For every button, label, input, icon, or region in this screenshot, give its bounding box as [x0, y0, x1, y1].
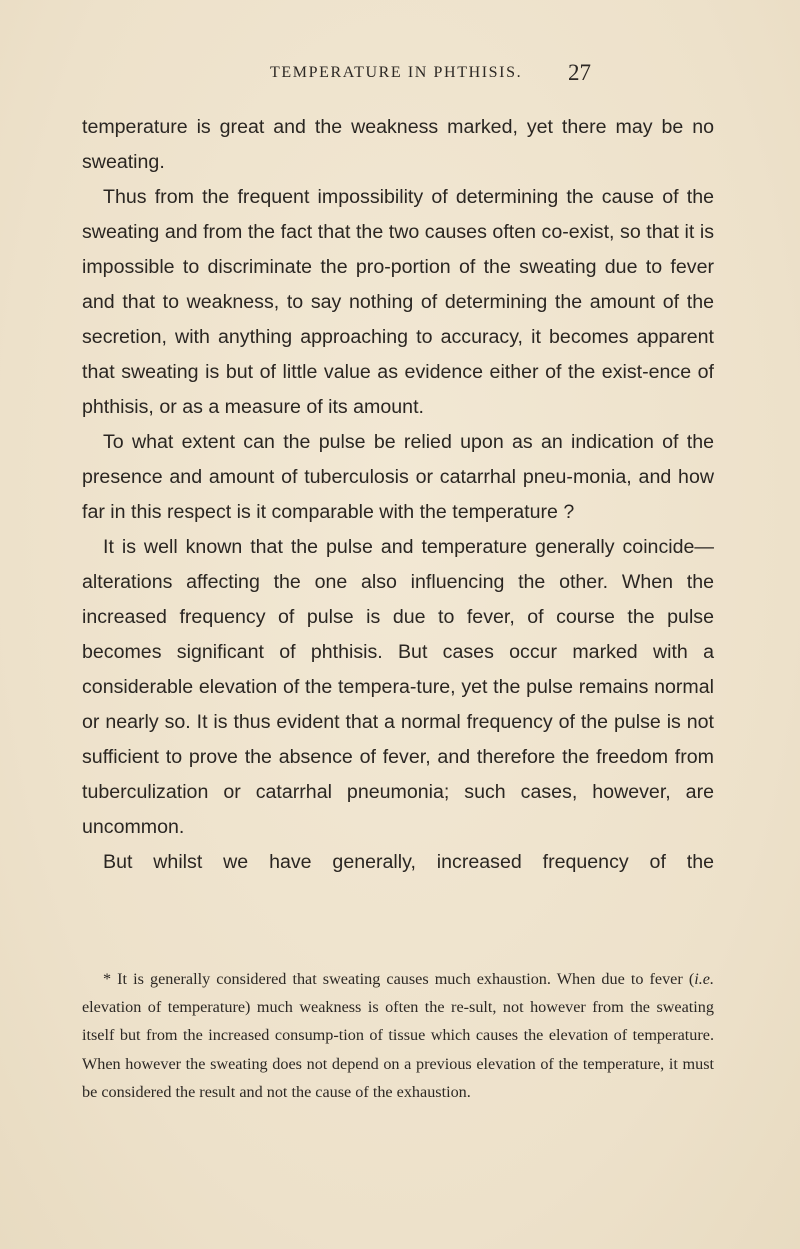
paragraph-pulse-temperature: It is well known that the pulse and temperature generally coincide—alterations affecting the one also influencing the other. When the increased frequency of pulse is due to fever, of course the pulse becomes significant of phthisis. But cases occur marked with a considerable elevation of the tempera-ture, yet the pulse remains normal or nearly so. It is thus evident that a normal frequency of the pulse is not sufficient to prove the absence of fever, and therefore the freedom from tuberculization or catarrhal pneumonia; such cases, however, are uncommon.	[82, 536, 714, 838]
page-number: 27	[568, 60, 591, 85]
running-title: TEMPERATURE IN PHTHISIS.	[270, 64, 523, 81]
footnote-text	[82, 965, 714, 1106]
footnote-part-1: * It is generally considered that sweating causes much exhaustion. When due to fever (	[103, 970, 695, 988]
paragraph-continues: But whilst we have generally, increased frequency of the	[103, 851, 714, 873]
footnote	[82, 965, 714, 1106]
paragraph-sweating-value: Thus from the frequent impossibility of determining the cause of the sweating and from the fact that the two causes often co-exist, so that it is impossible to discriminate the pro-portion of the sweating due to fever and that to weakness, to say nothing of determining the amount of the secretion, with anything approaching to accuracy, it becomes apparent that sweating is but of little value as evidence either of the exist-ence of phthisis, or as a measure of its amount.	[82, 186, 714, 418]
body-text	[82, 110, 714, 880]
paragraph-pulse-question: To what extent can the pulse be relied upon as an indication of the presence and amount of tuberculosis or catarrhal pneu-monia, and how far in this respect is it comparable with the temperature ?	[82, 431, 714, 523]
footnote-part-2: elevation of temperature) much weakness is often the re-sult, not however from the sweating itself but from the increased consump-tion of tissue which causes the elevation of temperature. When however the sweating does not depend on a previous elevation of the temperature, it must be considered the result and not the cause of the exhaustion.	[82, 998, 714, 1101]
footnote-italic: i.e.	[694, 970, 714, 988]
paragraph-continuation: temperature is great and the weakness marked, yet there may be no sweating.	[82, 116, 714, 173]
running-head	[0, 62, 800, 92]
